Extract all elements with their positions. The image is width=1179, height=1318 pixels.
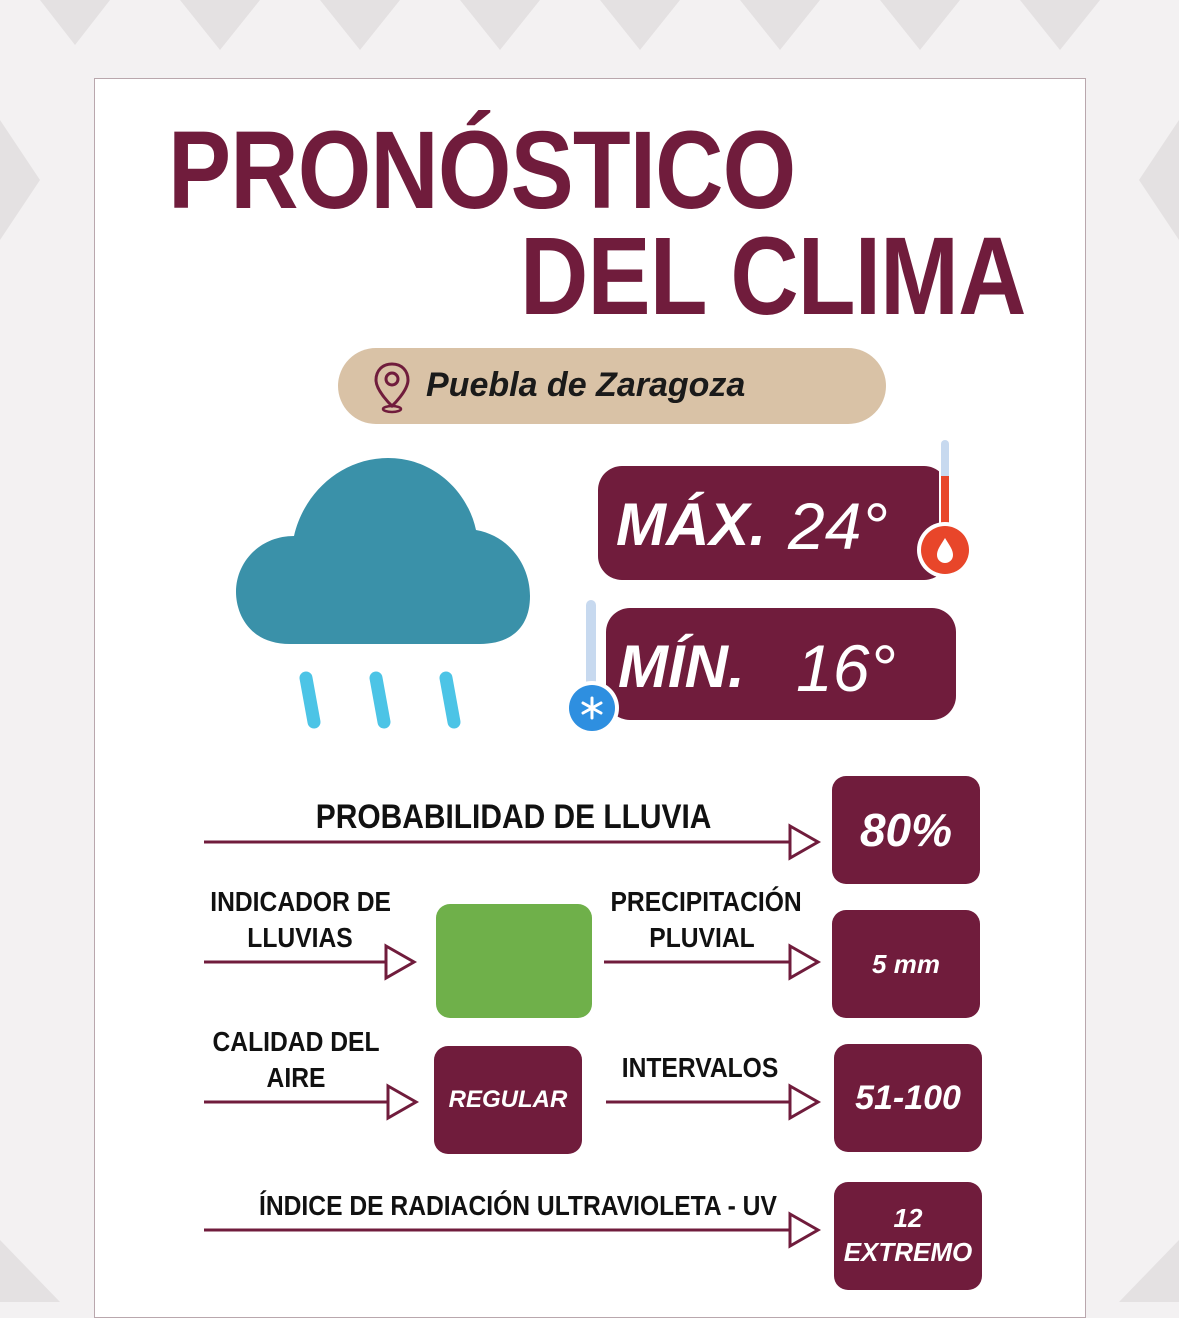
- uv-index-level: EXTREMO: [843, 1237, 973, 1267]
- rain-probability-value: 80%: [832, 776, 980, 884]
- min-temperature-box: [606, 608, 956, 720]
- rain-indicator-label-line2: LLUVIAS: [247, 922, 353, 953]
- uv-index-label: ÍNDICE DE RADIACIÓN ULTRAVIOLETA - UV: [259, 1190, 777, 1221]
- title-line-2: DEL CLIMA: [520, 215, 1026, 338]
- precipitation-label-line1: PRECIPITACIÓN: [610, 886, 802, 917]
- uv-index-value: [834, 1182, 982, 1290]
- air-quality-label-line2: AIRE: [266, 1062, 326, 1093]
- map-pin-icon: [372, 360, 412, 414]
- location-name: Puebla de Zaragoza: [426, 366, 746, 404]
- max-temperature-label: MÁX.: [616, 491, 766, 558]
- max-temperature-box: [598, 466, 948, 580]
- precipitation-value: 5 mm: [832, 910, 980, 1018]
- intervals-label: INTERVALOS: [621, 1052, 779, 1083]
- rain-cloud-icon: [230, 452, 540, 742]
- location-badge: [338, 348, 886, 424]
- min-temperature-value: 16°: [796, 631, 896, 705]
- title-line-1: PRONÓSTICO: [168, 109, 796, 232]
- rain-indicator-color-box: [436, 904, 592, 1018]
- max-temperature-value: 24°: [788, 489, 888, 563]
- rain-indicator-label-line1: INDICADOR DE: [210, 886, 391, 917]
- air-quality-value: REGULAR: [434, 1046, 582, 1154]
- thermometer-hot-icon: [910, 436, 980, 582]
- rain-probability-label: PROBABILIDAD DE LLUVIA: [315, 798, 712, 836]
- thermometer-cold-icon: [560, 596, 624, 736]
- precipitation-label-line2: PLUVIAL: [649, 922, 755, 953]
- air-quality-label-line1: CALIDAD DEL: [212, 1026, 380, 1057]
- intervals-value: 51-100: [834, 1044, 982, 1152]
- uv-index-number: 12: [893, 1203, 923, 1234]
- min-temperature-label: MÍN.: [618, 633, 745, 700]
